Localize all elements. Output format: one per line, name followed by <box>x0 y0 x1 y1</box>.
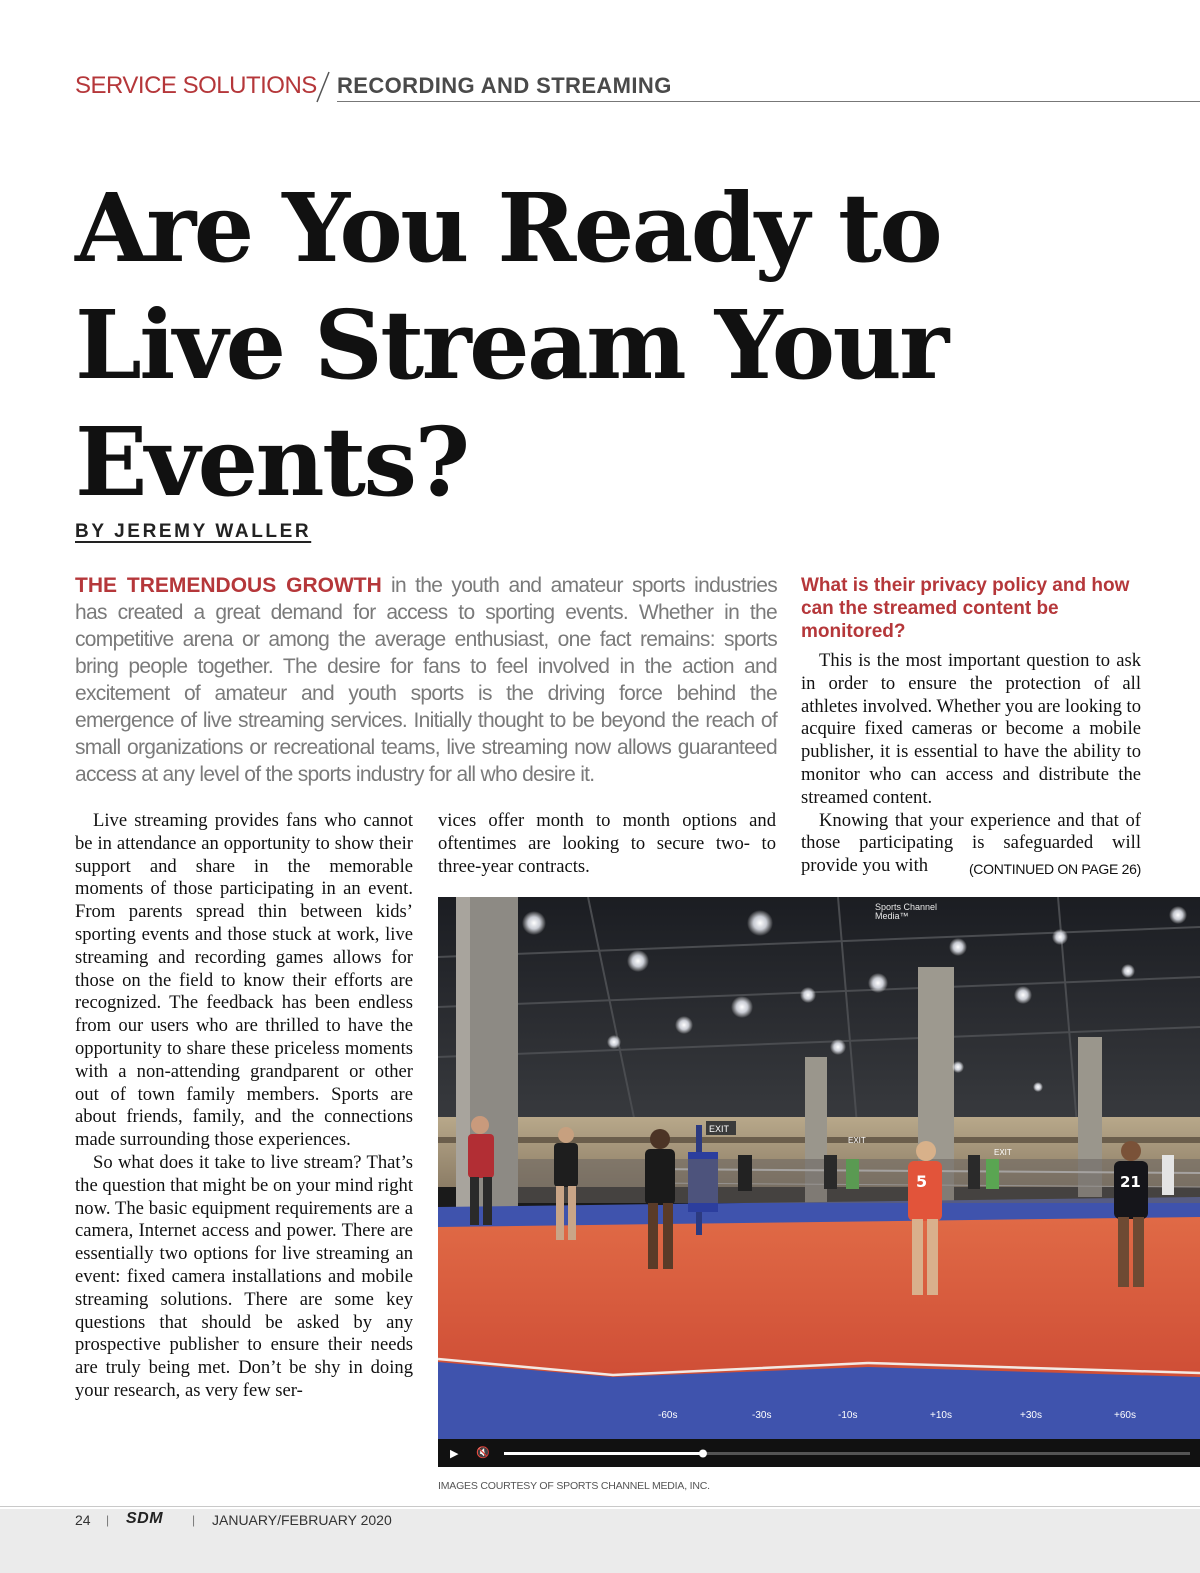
skip-back-60-button[interactable]: -60s <box>658 1410 678 1421</box>
body-paragraph: So what does it take to live stream? That’s the question that might be on your mind right now. The basic equipment requirements are a camera, Internet access and power. There are essentially two options for live streaming an event: fixed camera installations and mobile streaming solutions. There are some key questions that should be asked by any prospective publisher to ensure their needs are truly being met. Don’t be shy in doing your research, as very few ser- <box>75 1151 413 1401</box>
logo-line: Sports Channel <box>875 902 938 912</box>
deck-text: in the youth and amateur sports industries has created a great demand for access to sporting events. Whether in the competitive arena or among the average enthusiast, one fact remains: sports bring people together. The desire for fans to feel involved in the action and excitement of amateur and youth sports is the driving force behind the emergence of live streaming services. Initially thought to be beyond the reach of small organizations or recreational teams, live streaming now allows guaranteed access at any level of the sports industry for all who desire it. <box>75 574 777 786</box>
section-divider-slash <box>313 70 333 104</box>
body-column-1 <box>75 810 413 1403</box>
skip-forward-10-button[interactable]: +10s <box>930 1410 952 1421</box>
section-header <box>75 70 1200 104</box>
body-paragraph: This is the most important question to ask in order to ensure the protection of all athletes involved. Whether you are looking to acquire fixed cameras or become a mobile publisher, it is essential to have the ability to monitor who can access and distribute the streamed content. <box>801 650 1141 808</box>
footer-rule <box>0 1506 1200 1507</box>
publication-name: SDM <box>126 1510 164 1527</box>
exit-sign: EXIT <box>994 1148 1012 1157</box>
page-number: 24 <box>75 1512 91 1528</box>
section-topic: RECORDING AND STREAMING <box>337 73 672 98</box>
photo-credit: IMAGES COURTESY OF SPORTS CHANNEL MEDIA, INC. <box>438 1480 710 1492</box>
title-line: Live Stream Your <box>75 290 947 401</box>
article-title <box>75 170 995 521</box>
subheading: What is their privacy policy and how can the streamed content be monitored? <box>801 575 1130 642</box>
title-line: Events? <box>75 407 468 518</box>
skip-forward-60-button[interactable]: +60s <box>1114 1410 1136 1421</box>
body-paragraph: Live streaming provides fans who cannot be in attendance an opportunity to show their support and share in the memorable moments of those participating in an event. From parents spread thin between kids’ sporting events and those stuck at work, live streaming and recording games allows for those on the field to know their efforts are recognized. The feedback has been endless from our users who are thrilled to have the opportunity to share these priceless moments with a non-attending grandparent or other out of town family members. Sports are about friends, family, and the connections made surrounding those experiences. <box>75 810 413 1151</box>
body-paragraph: vices offer month to month options and oftentimes are looking to secure two- to three-year contracts. <box>438 810 776 877</box>
footer-separator: | <box>106 1513 110 1527</box>
title-line: Are You Ready to <box>75 173 941 284</box>
article-deck <box>75 572 777 788</box>
volleyball-court-image <box>438 897 1200 1467</box>
section-category: SERVICE SOLUTIONS <box>75 72 317 99</box>
skip-forward-30-button[interactable]: +30s <box>1020 1410 1042 1421</box>
exit-sign: EXIT <box>848 1136 866 1145</box>
continued-jump: (CONTINUED ON PAGE 26) <box>968 861 1141 878</box>
play-icon[interactable]: ▶ <box>450 1447 459 1460</box>
sports-channel-media-logo <box>875 903 937 921</box>
exit-sign: EXIT <box>709 1124 730 1134</box>
skip-back-30-button[interactable]: -30s <box>752 1410 772 1421</box>
logo-line: Media™ <box>875 911 909 921</box>
playback-scrubber-handle[interactable] <box>699 1450 707 1458</box>
body-paragraph-text: Knowing that your experience and that of those participating is safeguarded will provide you with <box>801 809 1141 877</box>
deck-lead: THE TREMENDOUS GROWTH <box>75 574 382 597</box>
page-footer <box>0 1509 1200 1573</box>
mute-icon[interactable]: 🔇 <box>476 1446 490 1459</box>
byline: BY JEREMY WALLER <box>75 521 312 542</box>
playback-progress-fill <box>504 1452 703 1455</box>
body-paragraph <box>801 810 1141 878</box>
jersey-number: 5 <box>916 1172 928 1191</box>
stream-screenshot-photo <box>438 897 1200 1467</box>
jersey-number: 21 <box>1120 1173 1141 1191</box>
footer-separator: | <box>192 1513 196 1527</box>
issue-date: JANUARY/FEBRUARY 2020 <box>212 1512 392 1528</box>
body-column-3 <box>801 650 1141 881</box>
body-column-2 <box>438 810 776 878</box>
section-rule <box>337 101 1200 102</box>
skip-back-10-button[interactable]: -10s <box>838 1410 858 1421</box>
